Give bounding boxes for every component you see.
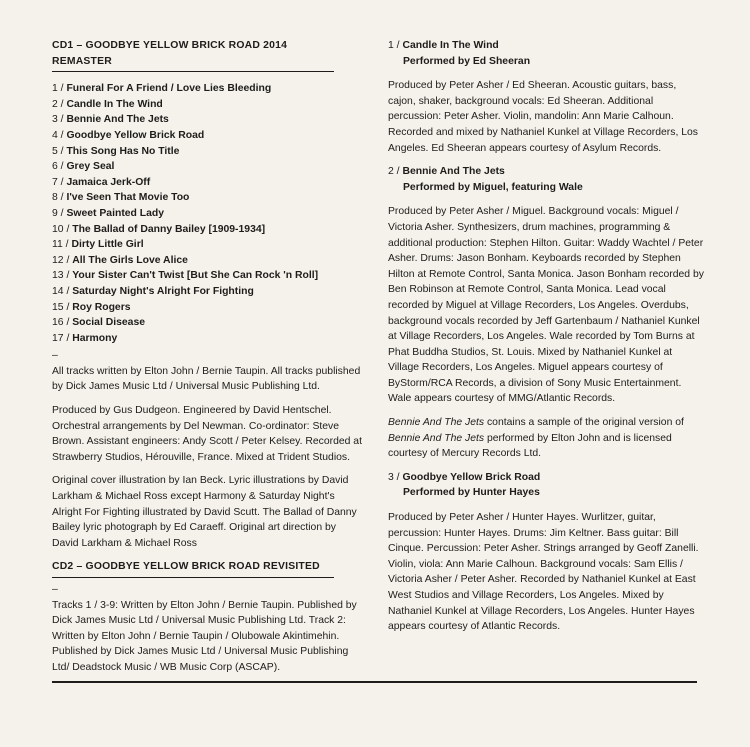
performer: Performed by Miguel, featuring Wale xyxy=(403,181,583,193)
track-number: 1 / xyxy=(388,40,403,51)
performer: Performed by Hunter Hayes xyxy=(403,487,540,499)
track-2 xyxy=(52,97,364,113)
cd2-track-1-header xyxy=(388,38,704,69)
sample-notice xyxy=(388,415,704,462)
track-10 xyxy=(52,222,364,238)
track-number: 11 / xyxy=(52,239,72,251)
track-title: Funeral For A Friend / Love Lies Bleeding xyxy=(66,83,272,95)
track-3 xyxy=(52,112,364,128)
cd2-track-2-header xyxy=(388,164,704,195)
track-number: 7 / xyxy=(52,176,67,188)
track-title: Dirty Little Girl xyxy=(71,239,144,251)
track-number: 13 / xyxy=(52,270,73,282)
cd2-writing-credits: Tracks 1 / 3-9: Written by Elton John / Bernie Taupin. Published by Dick James Music Ltd / Universal Music Publishing Ltd. Track 2: Written by Elton John / Bernie Taupin / Olubowale Akintimehin. Published by Dick James Music Ltd / Universal Music Publishing Ltd/ Deadstock Music / WB Music Corp (ASCAP). xyxy=(52,599,357,673)
track-title: Goodbye Yellow Brick Road xyxy=(66,129,205,141)
track-number: 6 / xyxy=(52,161,67,173)
track-number: 2 / xyxy=(52,98,67,110)
track-title: Roy Rogers xyxy=(72,301,131,313)
cd2-track-3-credits: Produced by Peter Asher / Hunter Hayes. Wurlitzer, guitar, percussion: Hunter Hayes. Drums: Jim Keltner. Bass guitar: Bill Cinque. Percussion: Peter Asher. Strings arranged by Geoff Zanelli. Violin, viola: Ann Marie Calhoun. Background vocals: Sam Ellis / Victoria Asher / Peter Asher. Recorded by Nathaniel Kunkel at East West Studios and Village Recorders, Los Angeles. Mixed by Nathaniel Kunkel at Village Recorders, Los Angeles. Hunter Hayes appears courtesy of Atlantic Records. xyxy=(388,512,699,633)
track-title: I've Seen That Movie Too xyxy=(66,192,190,204)
sample-title-italic: Bennie And The Jets xyxy=(388,417,485,429)
cd1-heading: CD1 – GOODBYE YELLOW BRICK ROAD 2014 REMASTER xyxy=(52,38,334,72)
track-8 xyxy=(52,190,364,206)
track-number: 8 / xyxy=(52,192,67,204)
track-12 xyxy=(52,253,364,269)
track-6 xyxy=(52,159,364,175)
cd2-track-3-header xyxy=(388,470,704,501)
left-column xyxy=(52,38,364,684)
track-15 xyxy=(52,300,364,316)
sample-text: contains a sample of the original version of xyxy=(484,417,684,429)
track-title: This Song Has No Title xyxy=(66,145,180,157)
track-title: Goodbye Yellow Brick Road xyxy=(402,471,541,483)
track-number: 4 / xyxy=(52,129,67,141)
track-4 xyxy=(52,128,364,144)
track-title: Bennie And The Jets xyxy=(66,114,169,126)
track-title: Grey Seal xyxy=(66,161,115,173)
track-number: 14 / xyxy=(52,285,73,297)
track-7 xyxy=(52,175,364,191)
cd2-track-1-credits: Produced by Peter Asher / Ed Sheeran. Acoustic guitars, bass, cajon, shaker, background vocals: Ed Sheeran. Additional percussion: Peter Asher. Violin, mandolin: Ann Marie Calhoun. Recorded and mixed by Nathaniel Kunkel at Village Recorders, Los Angeles. Ed Sheeran appears courtesy of Asylum Records. xyxy=(388,80,698,154)
track-number: 15 / xyxy=(52,301,73,313)
track-9 xyxy=(52,206,364,222)
track-14 xyxy=(52,284,364,300)
bottom-rule xyxy=(52,681,697,683)
track-title: Jamaica Jerk-Off xyxy=(66,176,151,188)
track-number: 16 / xyxy=(52,317,73,329)
cd1-tracklist xyxy=(52,81,364,346)
separator-dash: – xyxy=(52,350,58,362)
track-1 xyxy=(52,81,364,97)
separator-dash: – xyxy=(52,584,58,595)
track-number: 10 / xyxy=(52,223,73,235)
track-title: Candle In The Wind xyxy=(402,40,499,51)
track-title: Candle In The Wind xyxy=(66,98,163,110)
track-number: 12 / xyxy=(52,254,73,266)
performer: Performed by Ed Sheeran xyxy=(403,55,531,67)
track-number: 17 / xyxy=(52,332,73,344)
track-number: 1 / xyxy=(52,83,67,95)
sample-text: performed by Elton John and is licensed courtesy of Mercury Records Ltd. xyxy=(388,432,672,460)
track-5 xyxy=(52,144,364,160)
track-number: 3 / xyxy=(388,471,403,483)
cd2-track-2-credits: Produced by Peter Asher / Miguel. Background vocals: Miguel / Victoria Asher. Synthesizers, drum machines, programming & additional production: Stephen Hilton. Guitar: Waddy Wachtel / Peter Asher. Drums: Jason Bonham. Keyboards recorded by Stephen Hilton at Remote Control, Santa Monica. Jason Bonham recorded by Ben Robinson at Remote Control, Santa Monica. Lead vocal recorded by Miguel at Village Recorders, Los Angeles. Overdubs, background vocals recorded by Jeff Gartenbaum / Nathaniel Kunkel at Village Recorders, Los Angeles. Wale recorded by Tom Burns at Phat Buddha Studios, St. Louis. Mixed by Nathaniel Kunkel at Village Recorders, Los Angeles. Miguel appears courtesy of ByStorm/RCA Records, a division of Sony Music Entertainment. Wale appears courtesy of MMG/Atlantic Records. xyxy=(388,206,704,405)
right-column xyxy=(388,38,704,643)
track-title: Bennie And The Jets xyxy=(402,166,505,178)
track-title: Sweet Painted Lady xyxy=(66,207,165,219)
cd1-writing-credits: All tracks written by Elton John / Bernie Taupin. All tracks published by Dick James Music Ltd / Universal Music Publishing Ltd. xyxy=(52,365,361,393)
cd1-art-credits: Original cover illustration by Ian Beck. Lyric illustrations by David Larkham & Michael Ross except Harmony & Saturday Night's Alright For Fighting illustrated by David Scutt. The Ballad of Danny Bailey lyric photograph by Ed Caraeff. Original art direction by David Larkham & Michael Ross xyxy=(52,475,357,549)
track-title: Saturday Night's Alright For Fighting xyxy=(72,285,254,297)
track-title: The Ballad of Danny Bailey [1909-1934] xyxy=(72,223,266,235)
track-17 xyxy=(52,331,364,347)
sample-title-italic: Bennie And The Jets xyxy=(388,432,485,444)
track-title: All The Girls Love Alice xyxy=(72,254,188,266)
track-number: 2 / xyxy=(388,166,403,178)
track-number: 5 / xyxy=(52,145,67,157)
cd1-production-credits: Produced by Gus Dudgeon. Engineered by David Hentschel. Orchestral arrangements by Del Newman. Co-ordinator: Steve Brown. Assistant engineers: Andy Scott / Peter Kelsey. Recorded at Strawberry Studios, Hérouville, France. Mixed at Trident Studios. xyxy=(52,405,362,463)
track-title: Social Disease xyxy=(72,317,145,329)
track-number: 9 / xyxy=(52,207,67,219)
track-16 xyxy=(52,315,364,331)
cd2-heading: CD2 – GOODBYE YELLOW BRICK ROAD REVISITED xyxy=(52,559,334,578)
track-11 xyxy=(52,237,364,253)
track-number: 3 / xyxy=(52,114,67,126)
track-title: Harmony xyxy=(72,332,118,344)
track-13 xyxy=(52,268,364,284)
track-title: Your Sister Can't Twist [But She Can Rock 'n Roll] xyxy=(72,270,319,282)
